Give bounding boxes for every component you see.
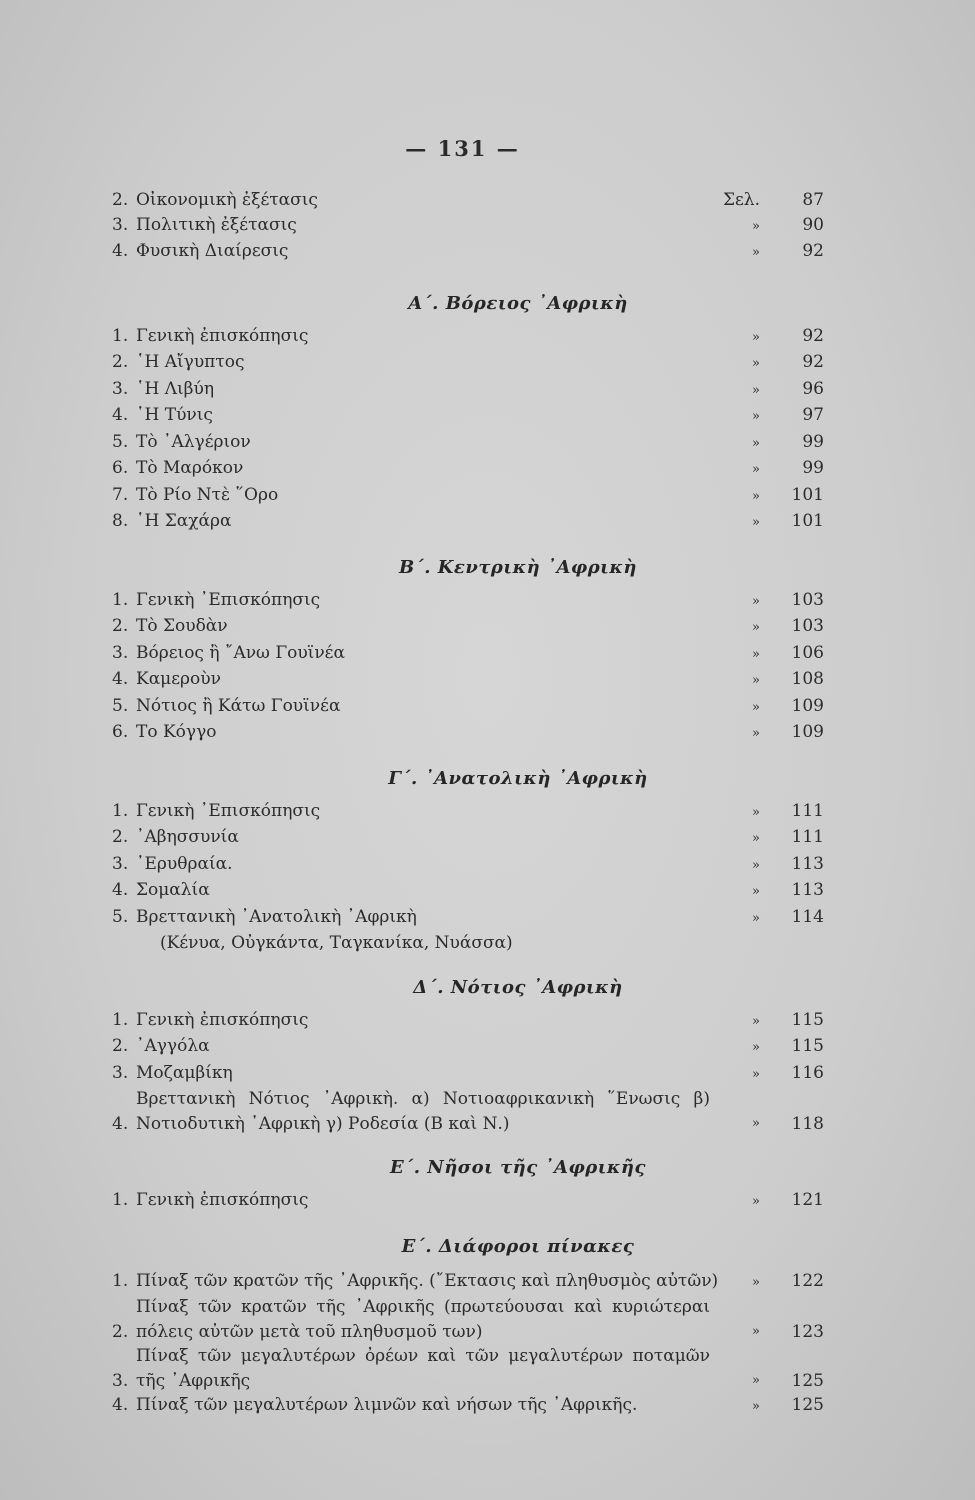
entry-title: Γενικὴ ᾿Επισκόπησις	[136, 800, 321, 821]
ditto-mark: »	[752, 1066, 760, 1082]
entry-number: 4.	[112, 669, 129, 689]
entry-title: Πίναξ τῶν μεγαλυτέρων ὀρέων καὶ τῶν μεγαλυτέρων ποταμῶν τῆς ᾿Αφρικῆς	[136, 1346, 710, 1391]
ditto-mark: »	[752, 356, 760, 371]
section-heading: Α΄. Βόρειος ᾿Αφρικὴ	[408, 292, 628, 314]
ditto-mark: »	[752, 409, 760, 424]
ditto-mark: »	[752, 884, 760, 899]
toc-entry	[112, 239, 824, 266]
entry-title: ᾿Ερυθραία.	[136, 853, 233, 874]
ditto-mark: »	[752, 646, 760, 662]
toc-entry	[112, 641, 824, 668]
entry-number: 2.	[112, 1036, 129, 1056]
entry-page: 99	[802, 431, 824, 452]
entry-title: Μοζαμβίκη	[136, 1062, 233, 1083]
entry-number: 4.	[112, 1113, 129, 1134]
ditto-mark: »	[752, 488, 760, 504]
entry-number: 3.	[112, 1370, 129, 1391]
toc-entry	[112, 1295, 824, 1344]
entry-number: 2.	[112, 352, 129, 372]
entry-page: 109	[791, 722, 824, 742]
entry-title: ῾Η Τύνις	[136, 405, 213, 425]
entry-page: 109	[791, 695, 824, 716]
entry-title: Πίναξ τῶν κρατῶν τῆς ᾿Αφρικῆς. (῎Εκτασις καὶ πληθυσμὸς αὐτῶν)	[136, 1270, 719, 1291]
entry-page: 118	[791, 1113, 824, 1134]
entry-title: Βρεττανικὴ ᾿Ανατολικὴ ᾿Αφρικὴ	[136, 906, 417, 927]
entry-title: (Κένυα, Οὐγκάντα, Ταγκανίκα, Νυάσσα)	[160, 933, 513, 953]
entry-number: 1.	[112, 1190, 129, 1210]
toc-entry	[112, 430, 824, 457]
entry-page: 113	[791, 880, 824, 900]
entry-page: 111	[791, 827, 824, 847]
entry-page: 123	[791, 1321, 824, 1342]
entry-number: 2.	[112, 827, 129, 847]
entry-number: 8.	[112, 511, 129, 531]
toc-entry	[112, 403, 824, 430]
entry-page: 99	[802, 458, 824, 478]
entry-page: 114	[791, 906, 824, 927]
entry-title: Γενικὴ ἐπισκόπησις	[136, 1009, 309, 1030]
toc-entry	[112, 377, 824, 404]
entry-title: Βρεττανικὴ Νότιος ᾿Αφρικὴ. α) Νοτιοαφρικανικὴ ῞Ενωσις β) Νοτιοδυτικὴ ᾿Αφρικὴ γ) Ροδεσία (Β καὶ Ν.)	[136, 1089, 710, 1134]
entry-page: 92	[802, 325, 824, 346]
toc-entry	[112, 1344, 824, 1393]
toc-entry	[112, 213, 824, 240]
entry-title: Πολιτικὴ ἐξέτασις	[136, 214, 297, 235]
ditto-mark: »	[752, 382, 760, 398]
ditto-mark: »	[752, 218, 760, 234]
entry-page: 113	[791, 853, 824, 874]
ditto-mark: »	[752, 593, 760, 609]
entry-title: ῾Η Σαχάρα	[136, 511, 232, 531]
toc-entry	[112, 1393, 824, 1420]
entry-page: 125	[791, 1370, 824, 1391]
entry-title: Γενικὴ ἐπισκόπησις	[136, 325, 309, 346]
toc-entry	[112, 588, 824, 615]
entry-number: 6.	[112, 458, 129, 478]
toc-entry	[112, 720, 824, 747]
entry-page: 92	[802, 241, 824, 261]
ditto-mark: »	[752, 1399, 760, 1414]
entry-page: 96	[802, 378, 824, 399]
ditto-mark: »	[752, 1013, 760, 1029]
entry-page: 115	[791, 1009, 824, 1030]
toc-entry	[112, 1188, 824, 1215]
section-heading: Δ΄. Νότιος ᾿Αφρικὴ	[413, 976, 623, 998]
entry-number: 1.	[112, 589, 129, 610]
toc-entry	[112, 1087, 824, 1136]
toc-entry	[112, 509, 824, 536]
entry-title: Σομαλία	[136, 880, 210, 900]
toc-entry	[112, 852, 824, 879]
toc-entry	[112, 694, 824, 721]
ditto-mark: »	[752, 1274, 760, 1290]
entry-title: Τὸ ᾿Αλγέριον	[136, 431, 251, 452]
ditto-mark: »	[752, 699, 760, 715]
ditto-mark: »	[752, 726, 760, 741]
toc-entry	[112, 667, 824, 694]
section-heading: Γ΄. ᾿Ανατολικὴ ᾿Αφρικὴ	[388, 767, 648, 789]
entry-page: 101	[791, 484, 824, 505]
entry-title: Φυσικὴ Διαίρεσις	[136, 241, 289, 261]
entry-page: 103	[791, 616, 824, 636]
entry-page: 111	[791, 800, 824, 821]
ditto-mark: »	[752, 857, 760, 873]
toc-entry	[112, 825, 824, 852]
toc-entry	[112, 905, 824, 932]
entry-number: 3.	[112, 642, 129, 663]
entry-number: 3.	[112, 1062, 129, 1083]
ditto-mark: »	[752, 910, 760, 926]
entry-number: 3.	[112, 214, 129, 235]
entry-page: 97	[802, 405, 824, 425]
ditto-mark: »	[752, 1194, 760, 1209]
entry-number: 1.	[112, 800, 129, 821]
entry-page: 103	[791, 589, 824, 610]
entry-number: 2.	[112, 190, 129, 210]
entry-number: 2.	[112, 1321, 129, 1342]
entry-number: 4.	[112, 1395, 129, 1415]
entry-page: 92	[802, 352, 824, 372]
entry-page: 106	[791, 642, 824, 663]
ditto-mark: »	[752, 804, 760, 820]
toc-sections	[112, 292, 824, 1420]
toc-entry	[112, 1269, 824, 1296]
ditto-mark: »	[752, 462, 760, 477]
entry-page: 116	[791, 1062, 824, 1083]
ditto-mark: »	[752, 1323, 760, 1339]
ditto-mark: »	[752, 515, 760, 530]
ditto-mark: »	[752, 831, 760, 846]
entry-page: 122	[791, 1270, 824, 1291]
entry-title: Γενικὴ ἐπισκόπησις	[136, 1190, 309, 1210]
entry-title: Τὸ Σουδὰν	[136, 616, 228, 636]
entry-title: Τὸ Μαρόκον	[136, 458, 244, 478]
ditto-mark: »	[752, 673, 760, 688]
ditto-mark: »	[752, 329, 760, 345]
toc-entry	[112, 483, 824, 510]
entry-title: Τὸ Ρίο Ντὲ ῞Ορο	[136, 484, 279, 505]
entry-number: 1.	[112, 1270, 129, 1291]
table-of-contents	[112, 188, 824, 1420]
section-heading: Β΄. Κεντρικὴ ᾿Αφρικὴ	[399, 556, 637, 578]
entry-page: 108	[791, 669, 824, 689]
toc-entry	[112, 931, 824, 956]
entry-number: 4.	[112, 241, 129, 261]
entry-page: 87	[802, 190, 824, 210]
entry-title: Νότιος ἢ Κάτω Γουϊνέα	[136, 695, 341, 716]
page-number: — 131 —	[405, 136, 520, 161]
entry-title: ῾Η Αἴγυπτος	[136, 352, 245, 372]
entry-number: 2.	[112, 616, 129, 636]
entry-title: Πίναξ τῶν μεγαλυτέρων λιμνῶν καὶ νήσων τῆς ᾿Αφρικῆς.	[136, 1395, 638, 1415]
entry-number: 1.	[112, 1009, 129, 1030]
entry-number: 3.	[112, 378, 129, 399]
section-heading: Ε΄. Διάφοροι πίνακες	[401, 1235, 635, 1257]
entry-number: 5.	[112, 695, 129, 716]
entry-title: Βόρειος ἢ ῎Ανω Γουϊνέα	[136, 642, 345, 663]
entry-number: 4.	[112, 880, 129, 900]
ditto-mark	[726, 931, 760, 933]
entry-title: Οἰκονομικὴ ἐξέτασις	[136, 190, 318, 210]
entry-page: 115	[791, 1036, 824, 1056]
ditto-mark: »	[752, 245, 760, 260]
entry-title: ῾Η Λιβύη	[136, 378, 215, 399]
entry-number: 1.	[112, 325, 129, 346]
page-label: Σελ.	[722, 190, 760, 210]
entry-number: 5.	[112, 906, 129, 927]
entry-page: 125	[791, 1395, 824, 1415]
toc-entry	[112, 1061, 824, 1088]
ditto-mark: »	[752, 435, 760, 451]
toc-entry	[112, 324, 824, 351]
entry-page: 101	[791, 511, 824, 531]
toc-entry	[112, 1008, 824, 1035]
toc-entry	[112, 799, 824, 826]
entry-number: 4.	[112, 405, 129, 425]
entry-title: ᾿Αγγόλα	[136, 1036, 210, 1056]
entry-number: 5.	[112, 431, 129, 452]
entry-number: 7.	[112, 484, 129, 505]
toc-entry	[112, 614, 824, 641]
ditto-mark: »	[752, 1372, 760, 1388]
entry-title: ᾿Αβησσυνία	[136, 827, 239, 847]
section-heading: Ε΄. Νῆσοι τῆς ᾿Αφρικῆς	[390, 1157, 646, 1178]
entry-title: Καμεροὺν	[136, 669, 221, 689]
toc-entry	[112, 456, 824, 483]
toc-entry	[112, 1034, 824, 1061]
toc-entry	[112, 350, 824, 377]
entry-title: Πίναξ τῶν κρατῶν τῆς ᾿Αφρικῆς (πρωτεύουσαι καὶ κυριώτεραι πόλεις αὐτῶν μετὰ τοῦ πληθυσμοῦ των)	[136, 1297, 710, 1342]
entry-number: 3.	[112, 853, 129, 874]
toc-entry	[112, 878, 824, 905]
ditto-mark: »	[752, 1040, 760, 1055]
entry-title: Γενικὴ ᾿Επισκόπησις	[136, 589, 321, 610]
ditto-mark: »	[752, 620, 760, 635]
entry-page: 90	[802, 214, 824, 235]
entry-title: Το Κόγγο	[136, 722, 217, 742]
ditto-mark: »	[752, 1115, 760, 1131]
entry-number: 6.	[112, 722, 129, 742]
entry-page: 121	[791, 1190, 824, 1210]
toc-entry	[112, 188, 824, 213]
